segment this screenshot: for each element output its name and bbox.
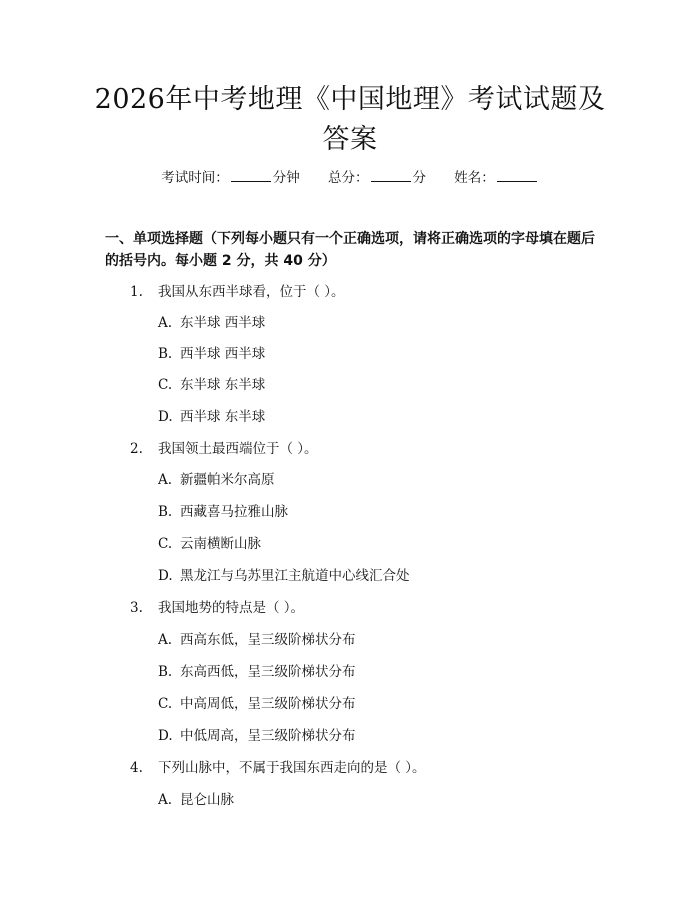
student-name-label: 姓名： <box>454 170 495 186</box>
option-letter: B. <box>158 346 173 362</box>
option-letter: C. <box>158 536 173 552</box>
total-score-unit: 分 <box>412 170 426 186</box>
student-name-blank <box>497 169 537 182</box>
option-letter: D. <box>158 409 173 425</box>
question-4 <box>130 758 426 778</box>
option-text: 云南横断山脉 <box>180 536 261 552</box>
option-letter: D. <box>158 568 173 584</box>
option-letter: D. <box>158 728 173 744</box>
option-text: 新疆帕米尔高原 <box>180 472 275 488</box>
exam-time-unit: 分钟 <box>272 170 300 186</box>
question-number: 4. <box>130 760 143 776</box>
option-text: 东半球 东半球 <box>180 377 266 393</box>
option-letter: C. <box>158 696 173 712</box>
student-name <box>454 170 539 186</box>
option-text: 中低周高，呈三级阶梯状分布 <box>180 728 356 744</box>
question-3-option-c <box>158 694 356 714</box>
question-1-option-b <box>158 344 265 364</box>
section-heading: 一、单项选择题（下列每小题只有一个正确选项，请将正确选项的字母填在题后的括号内。每小题 2 分，共 40 分） <box>105 231 595 269</box>
question-2-option-d <box>158 566 410 586</box>
option-text: 西藏喜马拉雅山脉 <box>180 504 288 520</box>
option-letter: B. <box>158 664 173 680</box>
question-text: 我国地势的特点是（ ）。 <box>158 600 305 616</box>
question-number: 2. <box>130 441 143 457</box>
option-text: 西高东低，呈三级阶梯状分布 <box>180 632 356 648</box>
question-number: 3. <box>130 600 143 616</box>
total-score-label: 总分： <box>328 170 369 186</box>
question-2 <box>130 439 318 459</box>
question-3-option-a <box>158 630 356 650</box>
exam-time-label: 考试时间： <box>161 170 229 186</box>
option-text: 东半球 西半球 <box>180 315 266 331</box>
option-letter: A. <box>158 315 173 331</box>
option-text: 昆仑山脉 <box>180 792 234 808</box>
question-2-option-b <box>158 502 288 522</box>
question-3 <box>130 598 304 618</box>
option-text: 东高西低，呈三级阶梯状分布 <box>180 664 356 680</box>
exam-meta-line <box>0 168 700 188</box>
question-3-option-b <box>158 662 356 682</box>
total-score <box>328 170 430 186</box>
total-score-blank <box>371 169 411 182</box>
option-letter: A. <box>158 792 173 808</box>
question-text: 我国领土最西端位于（ ）。 <box>158 441 318 457</box>
option-letter: A. <box>158 632 173 648</box>
option-text: 黑龙江与乌苏里江主航道中心线汇合处 <box>180 568 410 584</box>
option-text: 西半球 西半球 <box>180 346 266 362</box>
question-1-option-a <box>158 313 265 333</box>
question-number: 1. <box>130 284 143 300</box>
option-text: 西半球 东半球 <box>180 409 266 425</box>
exam-time <box>161 170 304 186</box>
question-2-option-a <box>158 470 275 490</box>
page-title: 2026年中考地理《中国地理》考试试题及答案 <box>94 84 606 155</box>
question-text: 下列山脉中，不属于我国东西走向的是（ ）。 <box>158 760 426 776</box>
question-2-option-c <box>158 534 261 554</box>
question-text: 我国从东西半球看，位于（ ）。 <box>158 284 345 300</box>
question-1-option-d <box>158 407 265 427</box>
question-1 <box>130 282 345 302</box>
exam-time-blank <box>231 169 271 182</box>
option-letter: A. <box>158 472 173 488</box>
option-text: 中高周低，呈三级阶梯状分布 <box>180 696 356 712</box>
question-3-option-d <box>158 726 356 746</box>
question-4-option-a <box>158 790 234 810</box>
option-letter: C. <box>158 377 173 393</box>
question-1-option-c <box>158 375 265 395</box>
option-letter: B. <box>158 504 173 520</box>
